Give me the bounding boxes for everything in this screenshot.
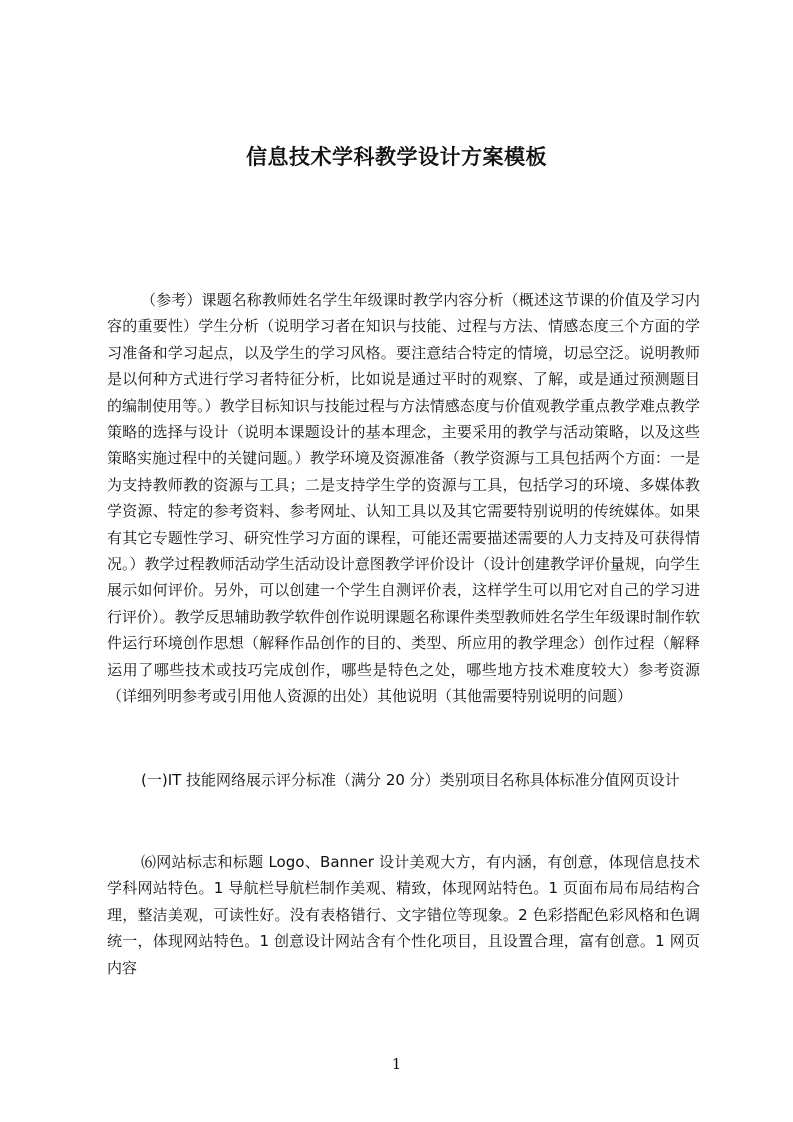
body-paragraph-website-criteria: ⑹网站标志和标题 Logo、Banner 设计美观大方，有内涵，有创意，体现信息技术学科网站特色。1 导航栏导航栏制作美观、精致，体现网站特色。1 页面布局布局结构合理，整洁美观，可读性好。没有表格错行、文字错位等现象。2 色彩搭配色彩风格和色调统一，体现网站特色。1 创意设计网站含有个性化项目，且设置合理，富有创意。1 网页内容 [107, 853, 700, 977]
page-number: 1 [391, 1055, 402, 1073]
body-paragraph-scoring-criteria: (一)IT 技能网络展示评分标准（满分 20 分）类别项目名称具体标准分值网页设计 [141, 771, 680, 789]
document-title: 信息技术学科教学设计方案模板 [246, 145, 547, 169]
body-paragraph-lesson-template: （参考）课题名称教师姓名学生年级课时教学内容分析（概述这节课的价值及学习内容的重要性）学生分析（说明学习者在知识与技能、过程与方法、情感态度三个方面的学习准备和学习起点，以及学生的学习风格。要注意结合特定的情境，切忌空泛。说明教师是以何种方式进行学习者特征分析，比如说是通过平时的观察、了解，或是通过预测题目的编制使用等。）教学目标知识与技能过程与方法情感态度与价值观教学重点教学难点教学策略的选择与设计（说明本课题设计的基本理念，主要采用的教学与活动策略，以及这些策略实施过程中的关键问题。）教学环境及资源准备（教学资源与工具包括两个方面：一是为支持教师教的资源与工具；二是支持学生学的资源与工具，包括学习的环境、多媒体教学资源、特定的参考资料、参考网址、认知工具以及其它需要特别说明的传统媒体。如果有其它专题性学习、研究性学习方面的课程，可能还需要描述需要的人力支持及可获得情况。）教学过程教师活动学生活动设计意图教学评价设计（设计创建教学评价量规，向学生展示如何评价。另外，可以创建一个学生自测评价表，这样学生可以用它对自己的学习进行评价）。教学反思辅助教学软件创作说明课题名称课件类型教师姓名学生年级课时制作软件运行环境创作思想（解释作品创作的目的、类型、所应用的教学理念）创作过程（解释运用了哪些技术或技巧完成创作，哪些是特色之处，哪些地方技术难度较大）参考资源（详细列明参考或引用他人资源的出处）其他说明（其他需要特别说明的问题） [107, 291, 700, 706]
